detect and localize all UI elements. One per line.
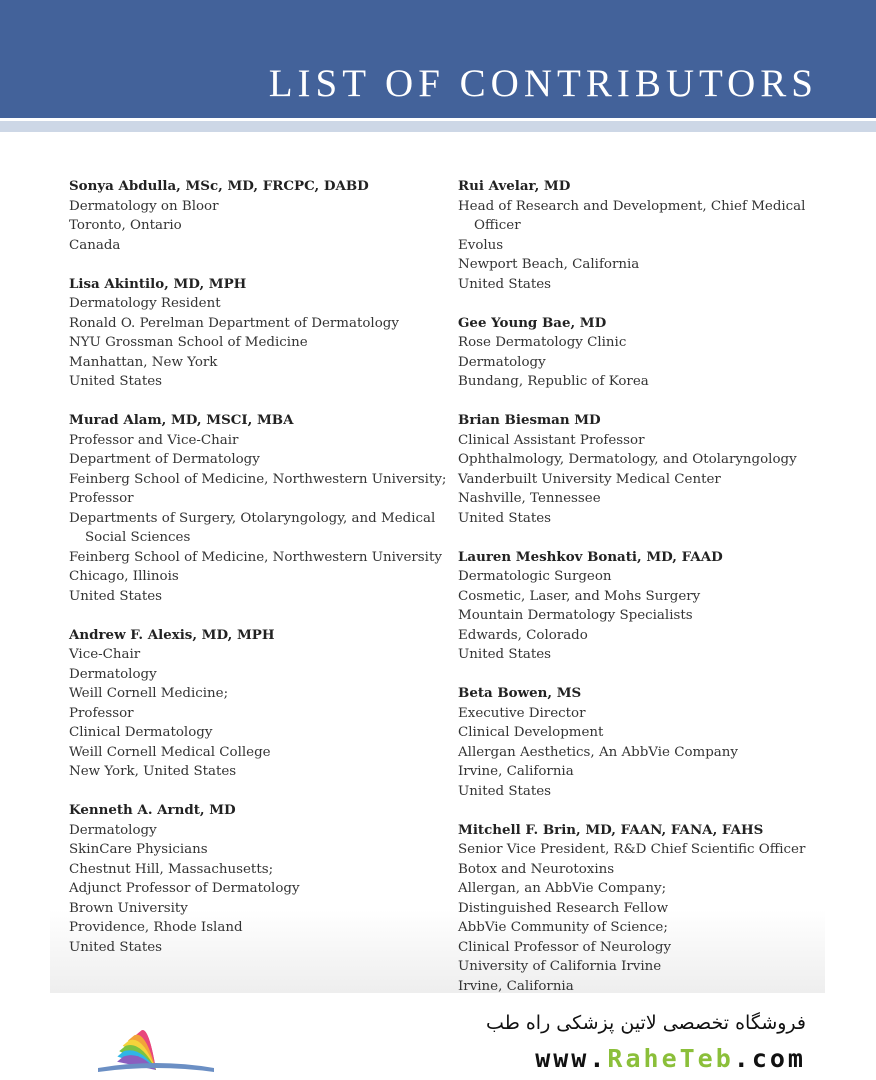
page-content — [50, 140, 825, 993]
contributor-affiliation-line: Dermatology — [458, 354, 546, 370]
contributor-affiliation-line: Nashville, Tennessee — [458, 491, 601, 506]
contributors-column-left — [69, 177, 447, 977]
contributor-affiliation-line: Feinberg School of Medicine, Northwestern University; — [69, 471, 447, 487]
contributor-entry — [69, 275, 444, 392]
contributor-name: Mitchell F. Brin, MD, FAAN, FANA, FAHS — [458, 821, 764, 838]
contributor-affiliation-line: Newport Beach, California — [458, 257, 640, 272]
open-book-logo-icon — [90, 1008, 222, 1076]
contributor-affiliation-line: United States — [69, 939, 163, 955]
contributor-entry — [69, 411, 447, 606]
contributor-affiliation-line: Executive Director — [458, 705, 586, 721]
contributor-affiliation-line: Senior Vice President, R&D Chief Scientific Officer — [458, 842, 806, 857]
contributor-affiliation-line: Weill Cornell Medicine; — [69, 686, 229, 701]
contributor-entry — [458, 684, 825, 801]
contributor-entry — [458, 548, 825, 665]
store-url — [535, 1044, 806, 1073]
contributor-affiliation-line: Clinical Development — [458, 725, 604, 740]
contributor-affiliation-line: Dermatologic Surgeon — [458, 569, 612, 584]
contributor-name: Lauren Meshkov Bonati, MD, FAAD — [458, 548, 723, 565]
page-title: LIST OF CONTRIBUTORS — [268, 62, 818, 105]
contributor-affiliation-line: Feinberg School of Medicine, Northwestern University — [69, 549, 442, 565]
url-brand: RaheTeb — [607, 1044, 734, 1073]
store-name: فروشگاه تخصصی لاتین پزشکی راه طب — [486, 1012, 806, 1034]
url-prefix: www. — [535, 1044, 608, 1073]
contributor-affiliation-line: Edwards, Colorado — [458, 627, 588, 643]
url-suffix: .com — [733, 1044, 806, 1073]
contributor-affiliation-line: Professor and Vice-Chair — [69, 432, 239, 448]
contributor-affiliation-line: Vice-Chair — [69, 647, 141, 662]
contributor-entry — [458, 821, 825, 994]
contributor-affiliation-line: Dermatology on Bloor — [69, 198, 219, 214]
contributors-column-right — [458, 177, 825, 993]
contributor-affiliation-line: United States — [69, 374, 163, 389]
contributor-entry — [458, 314, 825, 392]
contributor-affiliation-line: Mountain Dermatology Specialists — [458, 608, 693, 623]
contributor-affiliation-line: United States — [458, 510, 552, 526]
contributor-affiliation-line: Irvine, California — [458, 764, 574, 779]
contributor-affiliation-line: Clinical Assistant Professor — [458, 432, 645, 448]
contributor-affiliation-line: AbbVie Community of Science; — [458, 920, 668, 935]
contributor-entry — [458, 177, 825, 294]
contributor-name: Kenneth A. Arndt, MD — [69, 802, 236, 818]
contributor-name: Lisa Akintilo, MD, MPH — [69, 275, 247, 292]
contributor-affiliation-line: Weill Cornell Medical College — [69, 744, 271, 760]
contributor-affiliation-line: Providence, Rhode Island — [69, 920, 243, 935]
contributor-affiliation-line: Dermatology — [69, 666, 157, 682]
contributor-affiliation-line: Ronald O. Perelman Department of Dermatology — [69, 315, 399, 331]
contributor-affiliation-line: New York, United States — [69, 764, 237, 779]
header-stripe — [0, 121, 876, 132]
contributor-name: Beta Bowen, MS — [458, 685, 582, 701]
contributor-affiliation-line: Department of Dermatology — [69, 452, 260, 467]
contributor-affiliation-line: Chestnut Hill, Massachusetts; — [69, 861, 274, 877]
contributor-affiliation-line: Allergan, an AbbVie Company; — [458, 881, 667, 896]
contributor-name: Murad Alam, MD, MSCI, MBA — [69, 412, 294, 428]
contributor-entry — [458, 411, 825, 528]
contributor-affiliation-line: Chicago, Illinois — [69, 569, 179, 584]
contributor-affiliation-line: Clinical Dermatology — [69, 725, 213, 740]
contributor-entry — [69, 177, 444, 255]
logo-book-base — [98, 1063, 214, 1072]
contributor-name: Andrew F. Alexis, MD, MPH — [69, 626, 275, 643]
contributor-name: Brian Biesman MD — [458, 412, 601, 428]
contributor-affiliation-line: Bundang, Republic of Korea — [458, 374, 649, 389]
page-header — [0, 0, 876, 118]
contributor-affiliation-line: Canada — [69, 237, 121, 253]
contributor-affiliation-line: Allergan Aesthetics, An AbbVie Company — [458, 744, 738, 760]
contributor-name: Sonya Abdulla, MSc, MD, FRCPC, DABD — [69, 178, 369, 194]
contributor-affiliation-line: Botox and Neurotoxins — [458, 861, 615, 877]
contributor-affiliation-line: United States — [458, 276, 552, 292]
contributor-affiliation-line: United States — [69, 588, 163, 604]
contributor-affiliation-line: Departments of Surgery, Otolaryngology, and Medical — [69, 510, 436, 526]
contributor-affiliation-line: NYU Grossman School of Medicine — [69, 335, 308, 350]
contributor-affiliation-line: Toronto, Ontario — [69, 218, 182, 233]
contributor-affiliation-line: Dermatology Resident — [69, 296, 221, 311]
contributor-name: Gee Young Bae, MD — [458, 314, 607, 331]
contributor-affiliation-line: Head of Research and Development, Chief Medical — [458, 198, 806, 214]
contributor-affiliation-line: Vanderbuilt University Medical Center — [458, 471, 721, 487]
contributor-affiliation-line: Adjunct Professor of Dermatology — [69, 881, 300, 896]
contributor-affiliation-line: Distinguished Research Fellow — [458, 900, 669, 916]
contributor-affiliation-line: United States — [458, 783, 552, 799]
contributor-affiliation-line: Professor — [69, 705, 134, 721]
contributor-affiliation-line: Cosmetic, Laser, and Mohs Surgery — [458, 588, 701, 604]
contributor-affiliation-line: Clinical Professor of Neurology — [458, 939, 672, 955]
contributor-name: Rui Avelar, MD — [458, 178, 571, 194]
contributor-affiliation-line: Dermatology — [69, 822, 157, 838]
contributor-affiliation-line: SkinCare Physicians — [69, 842, 208, 857]
contributor-affiliation-line: Manhattan, New York — [69, 354, 218, 370]
contributor-affiliation-line: Officer — [474, 218, 521, 233]
contributor-entry — [69, 801, 444, 957]
contributor-affiliation-line: Irvine, California — [458, 978, 574, 993]
contributor-affiliation-line: Ophthalmology, Dermatology, and Otolaryngology — [458, 452, 797, 467]
contributor-affiliation-line: Professor — [69, 491, 134, 506]
contributor-affiliation-line: University of California Irvine — [458, 959, 662, 974]
contributor-affiliation-line: Social Sciences — [85, 530, 191, 545]
contributor-entry — [69, 626, 444, 782]
contributor-affiliation-line: Rose Dermatology Clinic — [458, 335, 627, 350]
contributor-affiliation-line: Brown University — [69, 900, 188, 916]
contributor-affiliation-line: Evolus — [458, 237, 504, 253]
contributor-affiliation-line: United States — [458, 647, 552, 662]
